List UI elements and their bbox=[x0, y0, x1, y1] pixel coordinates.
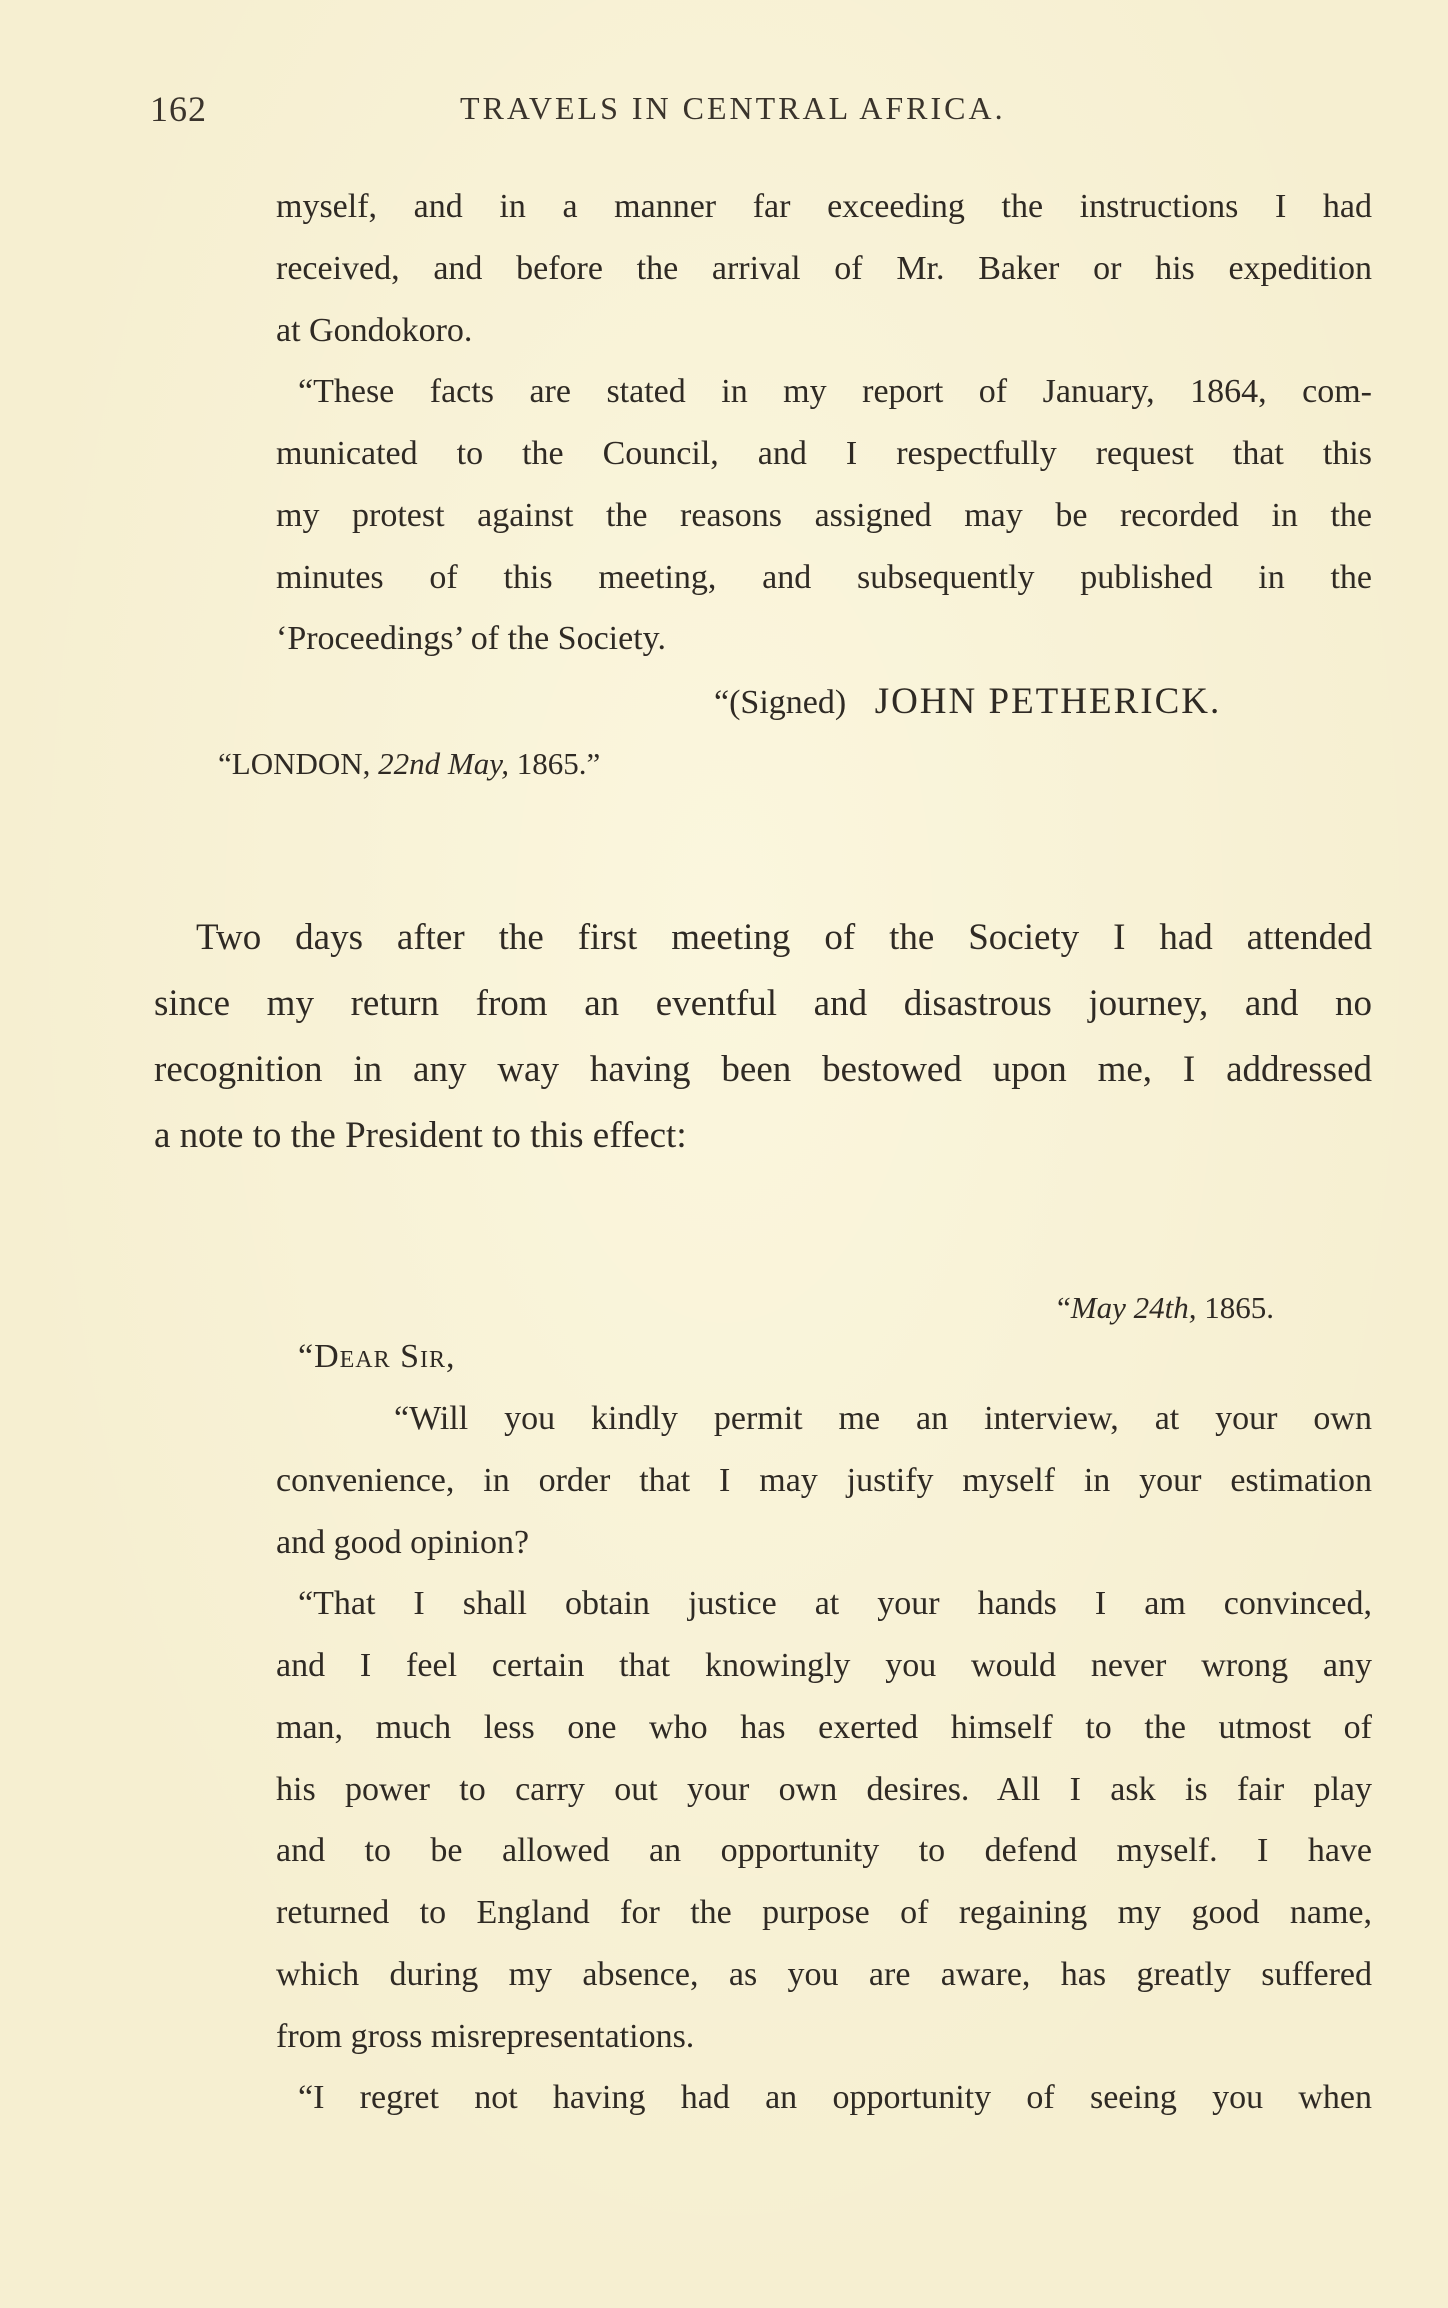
letter-line-10: which during my absence, as you are aware, has greatly suffered bbox=[276, 1956, 1372, 1993]
narrative-line-1: Two days after the first meeting of the Society I had attended bbox=[196, 917, 1372, 958]
signed-name: JOHN PETHERICK. bbox=[874, 681, 1222, 722]
protest-line-1: myself, and in a manner far exceeding the instructions I had bbox=[276, 188, 1372, 225]
date-italic: 22nd May, bbox=[378, 746, 510, 781]
letter-line-4: “That I shall obtain justice at your hands I am convinced, bbox=[298, 1585, 1372, 1622]
running-title: TRAVELS IN CENTRAL AFRICA. bbox=[460, 90, 1006, 126]
running-head bbox=[150, 88, 1370, 138]
letter-line-9: returned to England for the purpose of regaining my good name, bbox=[276, 1894, 1372, 1931]
narrative-line-3: recognition in any way having been bestowed upon me, I addressed bbox=[154, 1049, 1372, 1090]
letter-date-italic: May 24th, bbox=[1070, 1290, 1197, 1325]
letter-line-8: and to be allowed an opportunity to defend myself. I have bbox=[276, 1832, 1372, 1869]
protest-line-6: my protest against the reasons assigned may be recorded in the bbox=[276, 497, 1372, 534]
letter-line-1: “Will you kindly permit me an interview, at your own bbox=[394, 1400, 1372, 1437]
letter-line-2: convenience, in order that I may justify myself in your estimation bbox=[276, 1462, 1372, 1499]
letter-line-7: his power to carry out your own desires. All I ask is fair play bbox=[276, 1771, 1372, 1808]
letter-line-5: and I feel certain that knowingly you would never wrong any bbox=[276, 1647, 1372, 1684]
protest-line-4: “These facts are stated in my report of January, 1864, com- bbox=[298, 373, 1372, 410]
protest-line-5: municated to the Council, and I respectfully request that this bbox=[276, 435, 1372, 472]
year: 1865.” bbox=[516, 746, 601, 781]
letter-date-prefix: “ bbox=[1057, 1290, 1071, 1325]
letter-line-3: and good opinion? bbox=[276, 1524, 530, 1561]
letter-line-12: “I regret not having had an opportunity of seeing you when bbox=[298, 2079, 1372, 2116]
protest-line-3: at Gondokoro. bbox=[276, 312, 473, 349]
page-number: 162 bbox=[150, 89, 207, 129]
protest-line-7: minutes of this meeting, and subsequently published in the bbox=[276, 559, 1372, 596]
narrative-line-4: a note to the President to this effect: bbox=[154, 1115, 687, 1156]
letter-salutation: “Dear Sir, bbox=[298, 1338, 456, 1375]
letter-date-year: 1865. bbox=[1204, 1290, 1274, 1325]
protest-line-8: ‘Proceedings’ of the Society. bbox=[276, 620, 666, 657]
letter-line-11: from gross misrepresentations. bbox=[276, 2018, 695, 2055]
place: “LONDON, bbox=[218, 746, 371, 781]
signature-line bbox=[714, 680, 1221, 723]
narrative-line-2: since my return from an eventful and disastrous journey, and no bbox=[154, 983, 1372, 1024]
letter-line-6: man, much less one who has exerted himself to the utmost of bbox=[276, 1709, 1372, 1746]
signed-label: “(Signed) bbox=[714, 684, 847, 721]
protest-line-2: received, and before the arrival of Mr. Baker or his expedition bbox=[276, 250, 1372, 287]
letter-date bbox=[1057, 1290, 1274, 1326]
place-date-line bbox=[218, 746, 600, 782]
